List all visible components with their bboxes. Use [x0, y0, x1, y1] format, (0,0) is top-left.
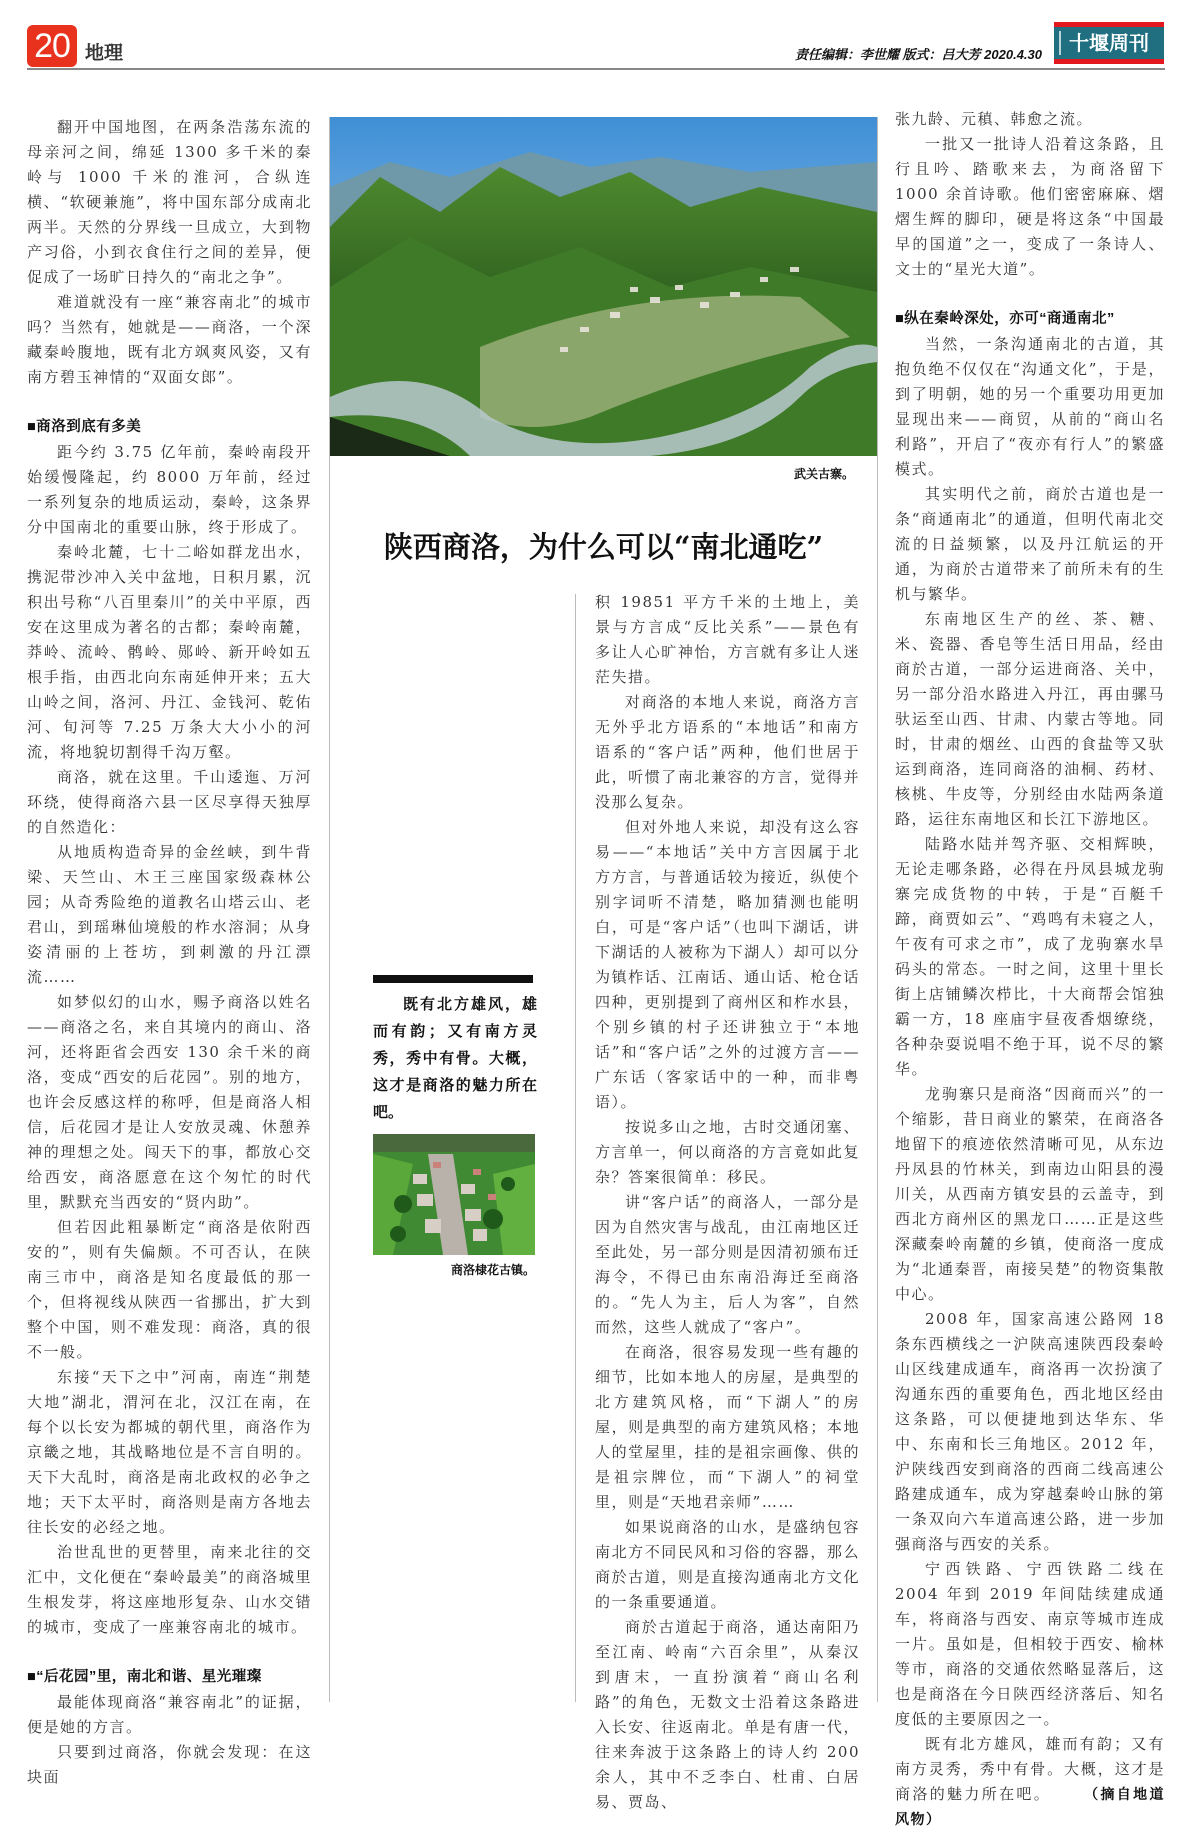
paragraph: 商洛，就在这里。千山逶迤、万河环绕，使得商洛六县一区尽享得天独厚的自然造化： [27, 768, 312, 836]
paragraph: 陆路水陆并驾齐驱、交相辉映，无论走哪条路，必得在丹凤县城龙驹寨完成货物的中转，于是“百艇千蹄，商贾如云”、“鸡鸣有未寝之人，午夜有可求之市”，成了龙驹寨水旱码头的常态。一时之间，这里十里长街上店铺鳞次栉比，十大商帮会馆独霸一方，18 座庙宇昼夜香烟缭绕，各种杂耍说唱不绝于耳，说不尽的繁华。 [895, 835, 1165, 1078]
photo-caption: 武关古寨。 [793, 467, 854, 481]
closing-text: 既有北方雄风，雄而有韵；又有南方灵秀，秀中有骨。大概，这才是商洛的魅力所在吧。 [895, 1735, 1165, 1803]
page-number-badge: 20 [27, 25, 77, 67]
photo-wuguan-village [330, 117, 877, 456]
paragraph: 在商洛，很容易发现一些有趣的细节，比如本地人的房屋，是典型的北方建筑风格，而“下湖人”的房屋，则是典型的南方建筑风格；本地人的堂屋里，挂的是祖宗画像、供的是祖宗牌位，而“下湖人”的祠堂里，则是“天地君亲师”…… [595, 1343, 860, 1511]
subheading: ■纵在秦岭深处，亦可“商通南北” [895, 311, 1115, 327]
paragraph: 东接“天下之中”河南，南连“荆楚大地”湖北，渭河在北，汉江在南，在每个以长安为都城的朝代里，商洛作为京畿之地，其战略地位是不言自明的。天下大乱时，商洛是南北政权的必争之地；天下太平时，商洛则是南方各地去往长安的必经之地。 [27, 1368, 312, 1536]
paragraph: 2008 年，国家高速公路网 18 条东西横线之一沪陕高速陕西段秦岭山区线建成通车，商洛再一次扮演了沟通东西的重要角色，西北地区经由这条路，可以便捷地到达华东、华中、东南和长三角地区。2012 年，沪陕线西安到商洛的西商二线高速公路建成通车，成为穿越秦岭山脉的第一条双向六车道高速公路，进一步加强商洛与西安的关系。 [895, 1310, 1165, 1553]
pullquote-block [373, 975, 537, 1278]
paragraph: 如梦似幻的山水，赐予商洛以姓名——商洛之名，来自其境内的商山、洛河，还将距省会西安 130 余千米的商洛，变成“西安的后花园”。别的地方，也许会反感这样的称呼，但是商洛人相信，后花园才是让人安放灵魂、休憩养神的理想之处。闯天下的事，都放心交给西安，商洛愿意在这个匆忙的时代里，默默充当西安的“贤内助”。 [27, 993, 312, 1211]
pullquote: 既有北方雄风，雄而有韵；又有南方灵秀，秀中有骨。大概，这才是商洛的魅力所在吧。 [373, 995, 537, 1121]
paragraph: 张九龄、元稹、韩愈之流。 [895, 110, 1094, 128]
paragraph: 但对外地人来说，却没有这么容易——“本地话”关中方言因属于北方方言，与普通话较为接近，纵使个别字词听不清楚，略加猜测也能明白，可是“客户话”（也叫下湖话，讲下湖话的人被称为下湖人）却可以分为镇柞话、江南话、通山话、枪仓话四种，更别提到了商州区和柞水县，个别乡镇的村子还讲独立于“本地话”和“客户话”之外的过渡方言——广东话（客家话中的一种，而非粤语）。 [595, 818, 860, 1111]
paragraph: 其实明代之前，商於古道也是一条“商通南北”的通道，但明代南北交流的日益频繁，以及丹江航运的开通，为商於古道带来了前所未有的生机与繁华。 [895, 485, 1165, 603]
paragraph: 宁西铁路、宁西铁路二线在 2004 年到 2019 年间陆续建成通车，将商洛与西安、南京等城市连成一片。虽如是，但相较于西安、榆林等市，商洛的交通依然略显落后，这也是商洛在今日陕西经济落后、知名度低的主要原因之一。 [895, 1560, 1165, 1728]
paragraph: 从地质构造奇异的金丝峡，到牛背梁、天竺山、木王三座国家级森林公园；从奇秀险绝的道教名山塔云山、老君山，到瑶琳仙境般的柞水溶洞；从身姿清丽的上苍坊，到刺激的丹江漂流…… [27, 843, 312, 986]
paragraph: 一批又一批诗人沿着这条路，且行且吟、踏歌来去，为商洛留下 1000 余首诗歌。他们密密麻麻、熠熠生辉的脚印，硬是将这条“中国最早的国道”之一，变成了一条诗人、文士的“星光大道”。 [895, 135, 1165, 278]
paragraph: 如果说商洛的山水，是盛纳包容南北方不同民风和习俗的容器，那么商於古道，则是直接沟通南北方文化的一条重要通道。 [595, 1518, 860, 1611]
column-divider [575, 594, 576, 1702]
paragraph: 龙驹寨只是商洛“因商而兴”的一个缩影，昔日商业的繁荣，在商洛各地留下的痕迹依然清晰可见，从东边丹凤县的竹林关，到南边山阳县的漫川关，从西南方镇安县的云盖寺，到西北方商州区的黑龙口……正是这些深藏秦岭南麓的乡镇，使商洛一度成为“北通秦晋，南接吴楚”的物资集散中心。 [895, 1085, 1165, 1303]
paragraph: 按说多山之地，古时交通闭塞、方言单一，何以商洛的方言竟如此复杂？答案很简单：移民。 [595, 1118, 860, 1186]
article-column-2 [595, 590, 860, 1815]
paragraph: 翻开中国地图，在两条浩荡东流的母亲河之间，绵延 1300 多千米的秦岭与 1000 千米的淮河，合纵连横、“软硬兼施”，将中国东部分成南北两半。天然的分界线一旦成立，大到物产习俗，小到衣食住行之间的差异，便促成了一场旷日持久的“南北之争”。 [27, 118, 312, 286]
masthead-logo: 十堰周刊 [1054, 22, 1164, 64]
paragraph: 最能体现商洛“兼容南北”的证据，便是她的方言。 [27, 1693, 312, 1736]
paragraph: 治世乱世的更替里，南来北往的交汇中，文化便在“秦岭最美”的商洛城里生根发芽，将这座地形复杂、山水交错的城市，变成了一座兼容南北的城市。 [27, 1543, 312, 1636]
paragraph: 东南地区生产的丝、茶、糖、米、瓷器、香皂等生活日用品，经由商於古道，一部分运进商洛、关中，另一部分沿水路进入丹江，再由骡马驮运至山西、甘肃、内蒙古等地。同时，甘肃的烟丝、山西的食盐等又驮运到商洛，连同商洛的油桐、药材、核桃、牛皮等，分别经由水陆两条道路，运往东南地区和长江下游地区。 [895, 610, 1165, 828]
paragraph: 秦岭北麓，七十二峪如群龙出水，携泥带沙冲入关中盆地，日积月累，沉积出号称“八百里秦川”的关中平原，西安在这里成为著名的古都；秦岭南麓，莽岭、流岭、鹘岭、郧岭、新开岭如五根手指，由西北向东南延伸开来；五大山岭之间，洛河、丹江、金钱河、乾佑河、旬河等 7.25 万条大大小小的河流，将地貌切割得千沟万壑。 [27, 543, 312, 761]
landscape-photo-image [330, 117, 877, 456]
photo-dihua-town [373, 1134, 535, 1255]
header-divider [27, 68, 1165, 70]
source-credit: （摘自地道风物） [895, 1786, 1165, 1827]
paragraph: 讲“客户话”的商洛人，一部分是因为自然灾害与战乱，由江南地区迁至此处，另一部分则是因清初颁布迁海令，不得已由东南沿海迁至商洛的。“先人为主，后人为客”，自然而然，这些人就成了“客户”。 [595, 1193, 860, 1336]
paragraph: 距今约 3.75 亿年前，秦岭南段开始缓慢隆起，约 8000 万年前，经过一系列复杂的地质运动，秦岭，这条界分中国南北的重要山脉，终于形成了。 [27, 443, 312, 536]
town-photo-image [373, 1134, 535, 1255]
article-headline: 陕西商洛，为什么可以“南北通吃” [383, 530, 824, 564]
section-title: 地理 [85, 43, 124, 64]
article-column-3 [895, 107, 1165, 1832]
paragraph: 只要到过商洛，你就会发现：在这块面 [27, 1743, 312, 1786]
paragraph: 商於古道起于商洛，通达南阳乃至江南、岭南“六百余里”，从秦汉到唐末，一直扮演着“商山名利路”的角色，无数文士沿着这条路进入长安、往返南北。单是有唐一代，往来奔波于这条路上的诗人约 200 余人，其中不乏李白、杜甫、白居易、贾岛、 [595, 1618, 860, 1811]
closing-paragraph [895, 1732, 1165, 1832]
paragraph: 对商洛的本地人来说，商洛方言无外乎北方语系的“本地话”和南方语系的“客户话”两种，他们世居于此，听惯了南北兼容的方言，觉得并没那么复杂。 [595, 693, 860, 811]
paragraph: 当然，一条沟通南北的古道，其抱负绝不仅仅在“沟通文化”，于是，到了明朝，她的另一个重要功用更加显现出来——商贸，从前的“商山名利路”，开启了“夜亦有行人”的繁盛模式。 [895, 335, 1165, 478]
article-column-1 [27, 115, 312, 1790]
column-divider [877, 117, 878, 1702]
pullquote-bar [373, 975, 533, 983]
paragraph: 但若因此粗暴断定“商洛是依附西安的”，则有失偏颇。不可否认，在陕南三市中，商洛是知名度最低的那一个，但将视线从陕西一省挪出，扩大到整个中国，则不难发现：商洛，真的很不一般。 [27, 1218, 312, 1361]
paragraph: 难道就没有一座“兼容南北”的城市吗？当然有，她就是——商洛，一个深藏秦岭腹地，既有北方飒爽风姿，又有南方碧玉神情的“双面女郎”。 [27, 293, 312, 386]
subheading: ■“后花园”里，南北和谐、星光璀璨 [27, 1669, 262, 1685]
photo-caption: 商洛棣花古镇。 [450, 1263, 535, 1277]
paragraph: 积 19851 平方千米的土地上，美景与方言成“反比关系”——景色有多让人心旷神怡，方言就有多让人迷茫失措。 [595, 593, 860, 686]
byline: 责任编辑：李世耀 版式：吕大芳 2020.4.30 [794, 47, 1042, 62]
subheading: ■商洛到底有多美 [27, 419, 142, 435]
